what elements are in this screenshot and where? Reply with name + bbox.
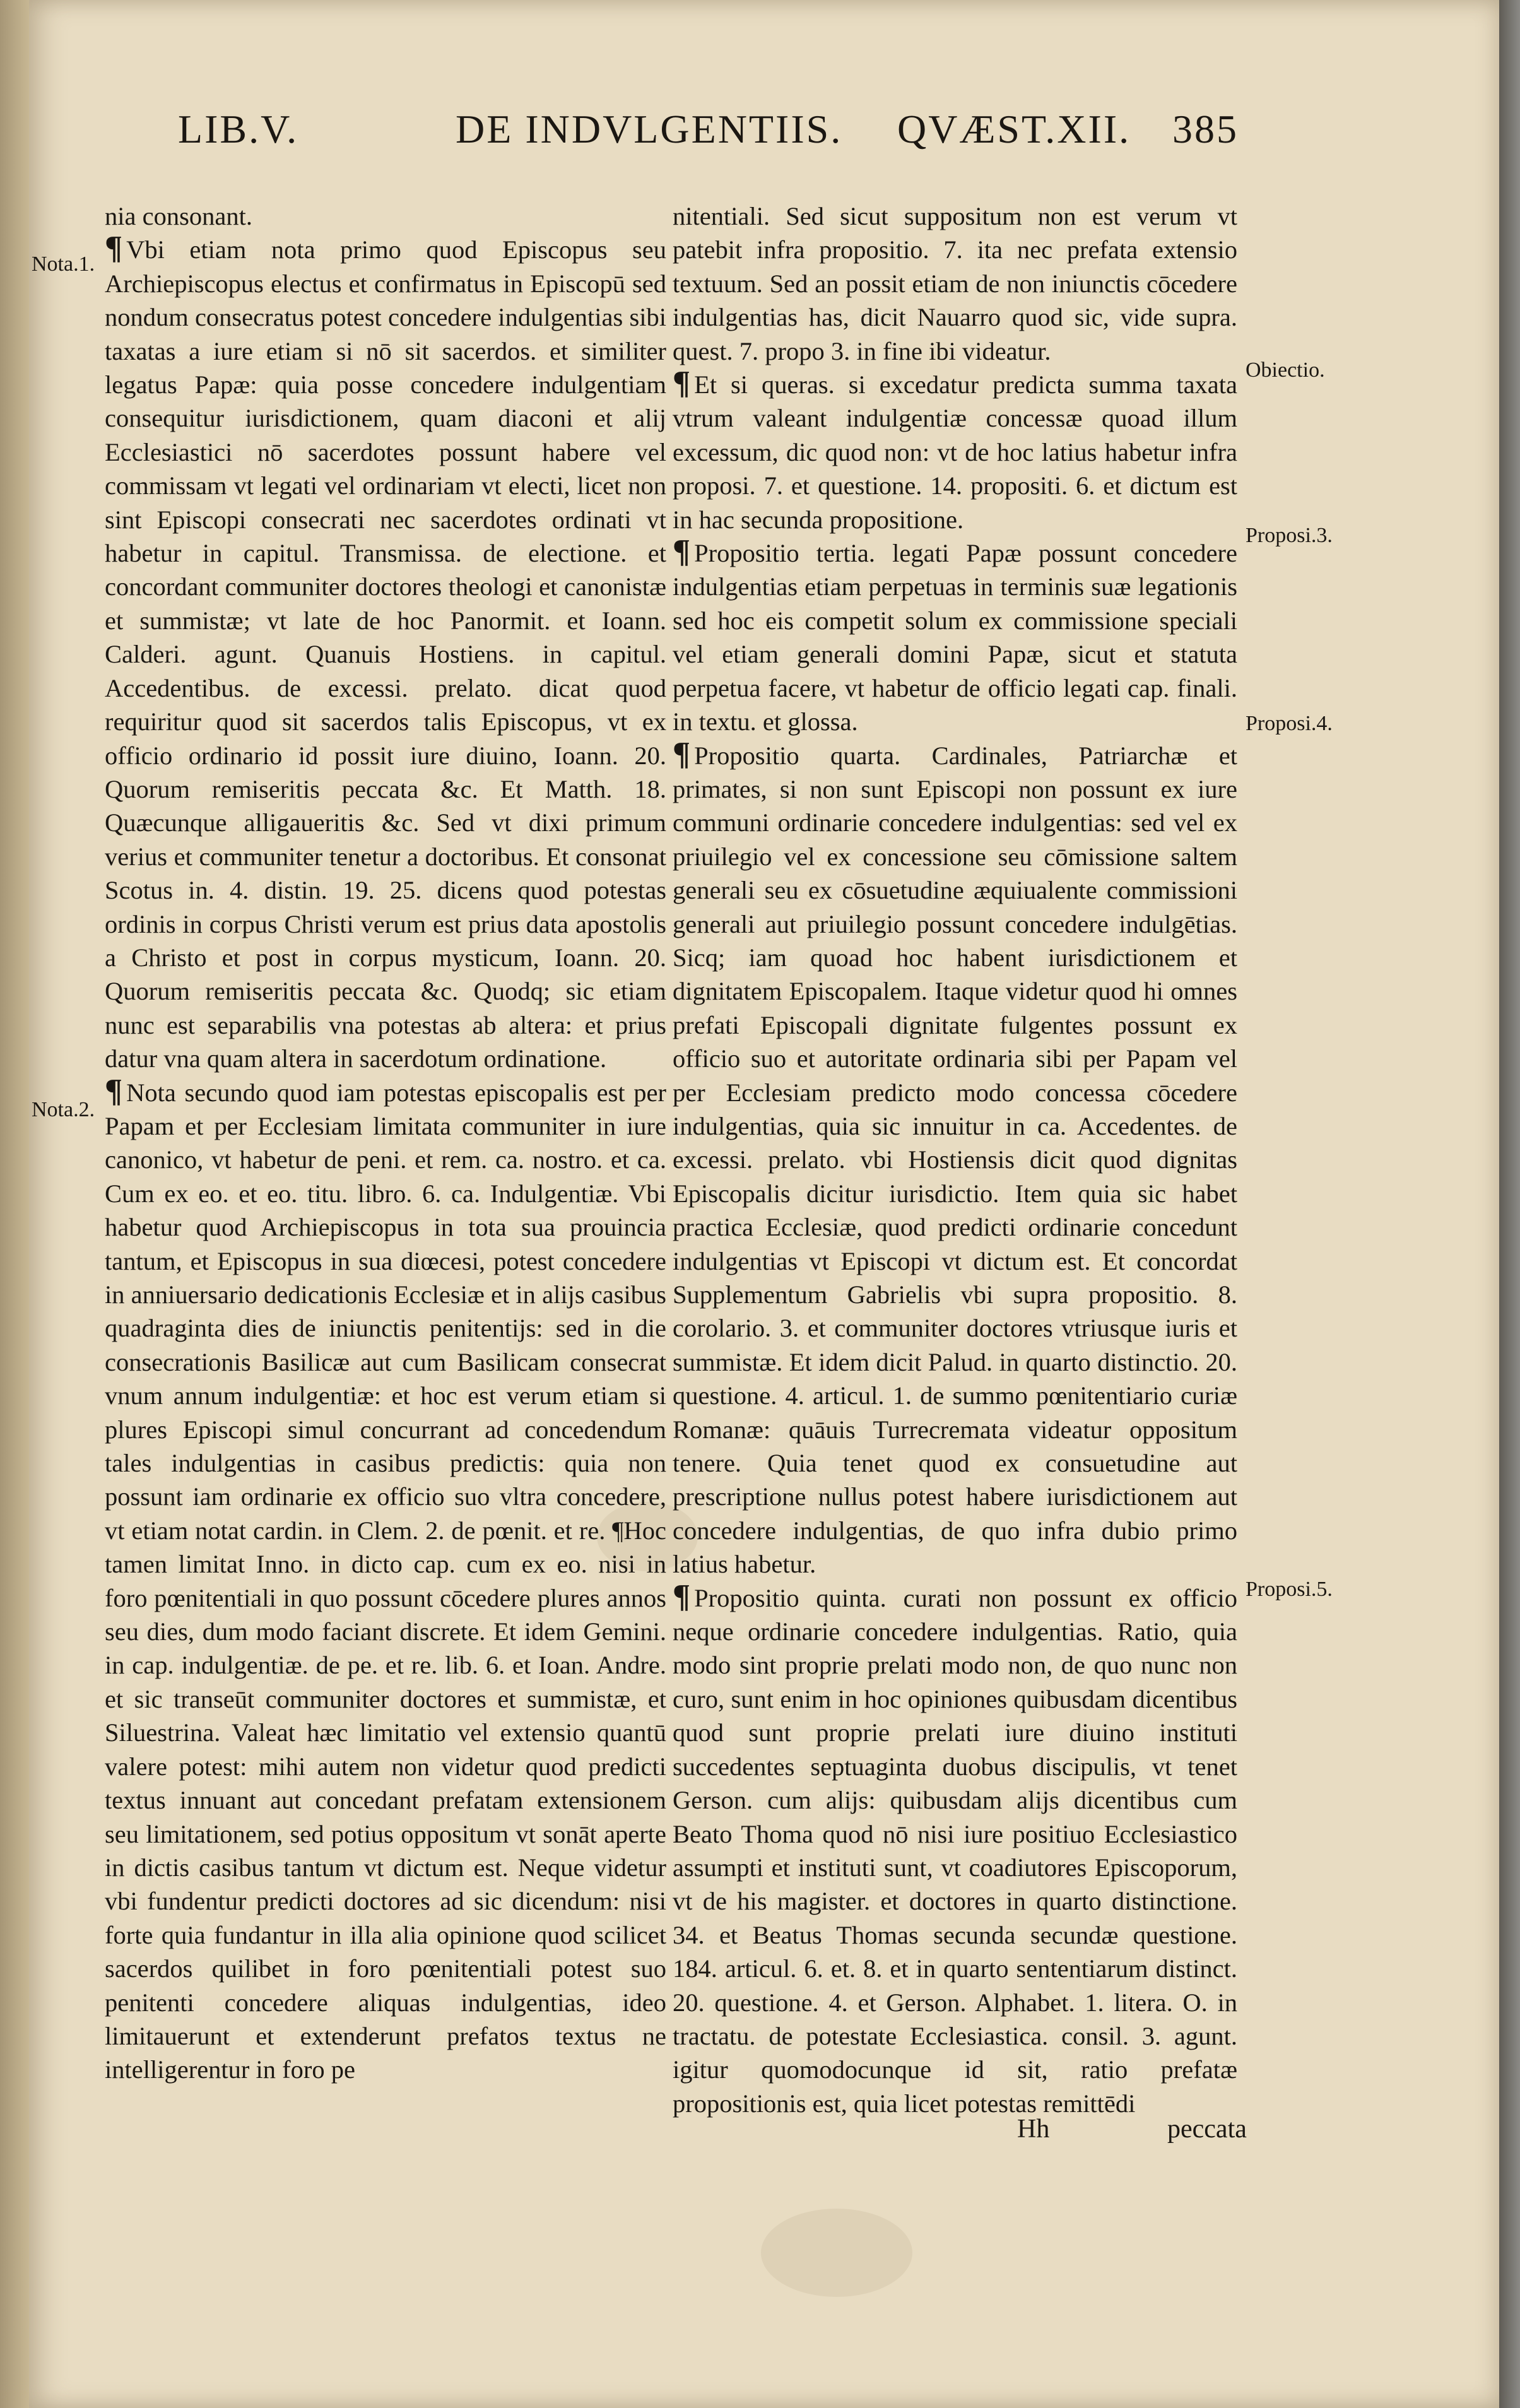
paragraph-mark-icon: ¶ [673, 533, 691, 570]
previous-page-edge [0, 0, 30, 2408]
paragraph: ¶ Propositio tertia. legati Papæ possunt concedere indulgentias etiam perpetuas in terminis suæ legationis sed hoc eis competit solum ex commissione speciali vel etiam generali domini Papæ, sicut et statuta perpetua facere, vt habetur de officio legati cap. finali. in textu. et glossa. [673, 533, 1237, 736]
paragraph-mark-icon: ¶ [673, 735, 691, 772]
paragraph: ¶ Vbi etiam nota primo quod Episcopus seu Archiepiscopus electus et confirmatus in Episcopū sed nondum consecratus potest concedere indulgentias sibi taxatas a iure etiam si nō sit sacerdos. et similiter legatus Papæ: quia posse concedere indulgentiam consequitur iurisdictionem, quam diaconi et alij Ecclesiastici nō sacerdotes possunt habere vel commissam vt legati vel ordinariam vt electi, licet non sint Episcopi consecrati nec sacerdotes ordinati vt habetur in capitul. Transmissa. de electione. et concordant communiter doctores theologi et canonistæ et summistæ; vt late de hoc Panormit. et Ioann. Calderi. agunt. Quanuis Hostiens. in capitul. Accedentibus. de excessi. prelato. dicat quod requiritur quod sit sacerdos talis Episcopus, vt ex officio ordinario id possit iure diuino, Ioann. 20. Quorum remiseritis peccata &c. Et Matth. 18. Quæcunque alligaueritis &c. Sed vt dixi primum verius et communiter tenetur a doctoribus. Et consonat Scotus in. 4. distin. 19. 25. dicens quod potestas ordinis in corpus Christi verum est prius data apostolis a Christo et post in corpus mysticum, Ioann. 20. Quorum remiseritis peccata &c. Quodq; sic etiam nunc est separabilis vna potestas ab altera: et prius datur vna quam altera in sacerdotum ordinatione. [105, 230, 666, 1073]
paragraph-mark-icon: ¶ [673, 1578, 691, 1614]
paragraph: nia consonant. [105, 202, 252, 230]
margin-note-propos3: Proposi.3. [1246, 524, 1333, 547]
stain [761, 2209, 912, 2297]
paragraph-mark-icon: ¶ [673, 365, 691, 401]
margin-note-propos4: Proposi.4. [1246, 712, 1333, 735]
paragraph: nitentiali. Sed sicut suppositum non est verum vt patebit infra propositio. 7. ita nec prefata extensio textuum. Sed an possit etiam de non iniunctis cōcedere indulgentias has, dicit Nauarro quod sic, vide supra. quest. 7. propo 3. in fine ibi videatur. [673, 202, 1237, 365]
margin-note-propos5: Proposi.5. [1246, 1578, 1333, 1601]
paragraph: ¶ Propositio quarta. Cardinales, Patriarchæ et primates, si non sunt Episcopi non possunt ex iure communi ordinarie concedere indulgentias: sed vel ex priuilegio vel ex concessione seu cōmissione saltem generali seu ex cōsuetudine æquiualente commissioni generali aut priuilegio possunt concedere indulgētias. Sicq; iam quoad hoc habent iurisdictionem et dignitatem Episcopalem. Itaque videtur quod hi omnes prefati Episcopali dignitate fulgentes possunt ex officio suo et autoritate ordinaria sibi per Papam vel per Ecclesiam predicto modo concessa cōcedere indulgentias, quia sic innuitur in ca. Accedentes. de excessi. prelato. vbi Hostiensis dicit quod dignitas Episcopalis dicitur iurisdictio. Item quia sic habet practica Ecclesiæ, quod predicti ordinarie concedunt indulgentias vt Episcopi vt dictum est. Et concordat Supplementum Gabrielis vbi supra propositio. 8. corolario. 3. et communiter doctores vtriusque iuris et summistæ. Et idem dicit Palud. in quarto distinctio. 20. questione. 4. articul. 1. de summo pœnitentiario curiæ Romanæ: quāuis Turrecremata videatur oppositum tenere. Quia tenet quod ex consuetudine aut prescriptione nullus potest habere iurisdictionem aut concedere indulgentias, de quo infra dubio primo latius habetur. [673, 735, 1237, 1579]
paragraph: ¶ Et si queras. si excedatur predicta summa taxata vtrum valeant indulgentiæ concessæ quoad illum excessum, dic quod non: vt de hoc latius habetur infra proposi. 7. et questione. 14. propositi. 6. et dictum est in hac secunda propositione. [673, 365, 1237, 534]
page-stack-edge [1499, 0, 1520, 2408]
margin-note-nota1: Nota.1. [32, 252, 95, 276]
book-page [29, 0, 1499, 2408]
paragraph-mark-icon: ¶ [105, 230, 123, 266]
paragraph-mark-icon: ¶ [105, 1072, 123, 1109]
header-book: LIB.V. [178, 107, 299, 151]
margin-note-obiectio: Obiectio. [1246, 358, 1325, 382]
left-column [105, 199, 666, 2087]
right-column [673, 199, 1237, 2120]
margin-note-nota2: Nota.2. [32, 1098, 95, 1121]
header-question: QVÆST.XII. [897, 107, 1131, 151]
catchword: peccata [1167, 2115, 1247, 2144]
signature-mark: Hh [1017, 2115, 1050, 2144]
paragraph: ¶ Nota secundo quod iam potestas episcopalis est per Papam et per Ecclesiam limitata communiter in iure canonico, vt habetur de peni. et rem. ca. nostro. et ca. Cum ex eo. et eo. titu. libro. 6. ca. Indulgentiæ. Vbi habetur quod Archiepiscopus in tota sua prouincia tantum, et Episcopus in sua diœcesi, potest concedere in anniuersario dedicationis Ecclesiæ et in alijs casibus quadraginta dies de iniunctis penitentijs: sed in die consecrationis Basilicæ aut cum Basilicam consecrat vnum annum indulgentiæ: et hoc est verum etiam si plures Episcopi simul concurrant ad concedendum tales indulgentias in casibus predictis: quia non possunt iam ordinarie ex officio suo vltra concedere, vt etiam notat cardin. in Clem. 2. de pœnit. et re. ¶Hoc tamen limitat Inno. in dicto cap. cum ex eo. nisi in foro pœnitentiali in quo possunt cōcedere plures annos seu dies, dum modo faciant discrete. Et idem Gemini. in cap. indulgentiæ. de pe. et re. lib. 6. et Ioan. Andre. et sic transeūt communiter doctores et summistæ, et Siluestrina. Valeat hæc limitatio vel extensio quantū valere potest: mihi autem non videtur quod predicti textus innuant aut concedant prefatam extensionem seu limitationem, sed potius oppositum vt sonāt aperte in dictis casibus tantum vt dictum est. Neque videtur vbi fundentur predicti doctores ad sic dicendum: nisi forte quia fundantur in illa alia opinione quod scilicet sacerdos quilibet in foro pœnitentiali potest suo penitenti concedere aliquas indulgentias, ideo limitauerunt et extenderunt prefatos textus ne intelligerentur in foro pe [105, 1072, 666, 2084]
running-head [29, 106, 1499, 175]
header-title: DE INDVLGENTIIS. [456, 107, 843, 151]
page-number: 385 [1172, 107, 1239, 151]
paragraph: ¶ Propositio quinta. curati non possunt ex officio neque ordinarie concedere indulgentias. Ratio, quia modo sint proprie prelati modo non, de quo nunc non curo, sunt enim in hoc opiniones quibusdam dicentibus quod sunt proprie prelati iure diuino instituti succedentes septuaginta duobus discipulis, vt tenet Gerson. cum alijs: quibusdam alijs dicentibus cum Beato Thoma quod nō nisi iure positiuo Ecclesiastico assumpti et instituti sunt, vt coadiutores Episcoporum, vt de his magister. et doctores in quarto distinctione. 34. et Beatus Thomas secunda secundæ questione. 184. articul. 6. et. 8. et in quarto sententiarum distinct. 20. questione. 4. et Gerson. Alphabet. 1. litera. O. in tractatu. de potestate Ecclesiastica. consil. 3. agunt. igitur quomodocunque id sit, ratio prefatæ propositionis est, quia licet potestas remittēdi [673, 1578, 1237, 2118]
